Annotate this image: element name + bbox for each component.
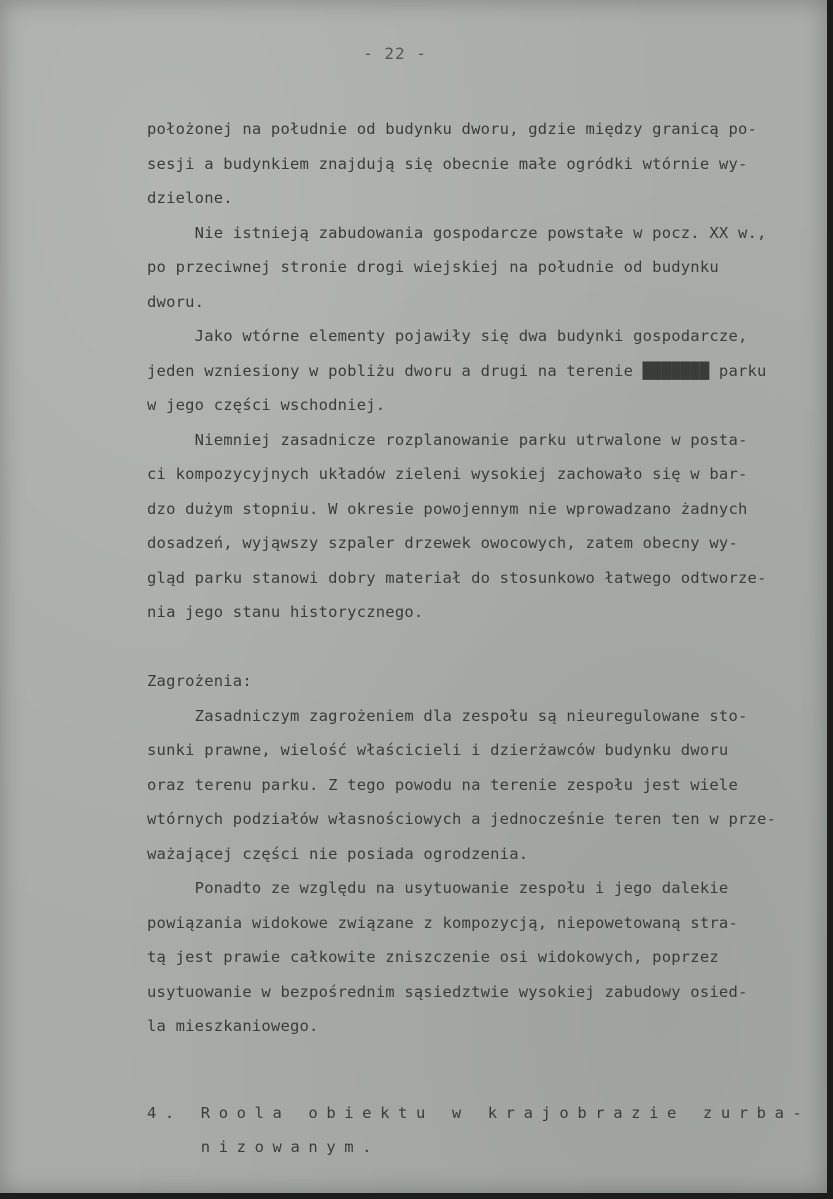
- paragraph-6: [147, 871, 807, 1044]
- text-line: Jako wtórne elementy pojawiły się dwa budynki gospodarcze,: [147, 327, 748, 345]
- text-line: Zasadniczym zagrożeniem dla zespołu są nieuregulowane sto-: [147, 706, 748, 725]
- text-line: powiązania widokowe związane z kompozycją, niepowetowaną stra-: [147, 913, 738, 932]
- text-line: Ponadto ze względu na usytuowanie zespołu i jego dalekie: [147, 879, 729, 897]
- paragraph-4: [147, 423, 807, 630]
- blank-line: [147, 1044, 807, 1096]
- text-line: nia jego stanu historycznego.: [147, 603, 424, 621]
- text-line: tą jest prawie całkowite zniszczenie osi widokowych, poprzez: [147, 948, 719, 966]
- text-line: dworu.: [147, 292, 205, 311]
- text-line: usytuowanie w bezpośrednim sąsiedztwie wysokiej zabudowy osied-: [147, 982, 748, 1001]
- page-body: [147, 112, 811, 1165]
- text-line: wtórnych podziałów własnościowych a jednocześnie teren ten w prze-: [147, 810, 777, 828]
- text-line: sunki prawne, wielość właścicieli i dzierżawców budynku dworu: [147, 741, 729, 759]
- text-line: dzo dużym stopniu. W okresie powojennym nie wprowadzano żadnych: [147, 499, 748, 518]
- section-title-line: nizowanym.: [147, 1138, 381, 1156]
- text-line: sesji a budynkiem znajdują się obecnie małe ogródki wtórnie wy-: [147, 154, 748, 173]
- paragraph-2: [147, 216, 807, 320]
- paragraph-5: [147, 699, 807, 872]
- text-line: Nie istnieją zabudowania gospodarcze powstałe w pocz. XX w.,: [147, 223, 767, 242]
- text-line: w jego części wschodniej.: [147, 396, 386, 414]
- text-line: Niemniej zasadnicze rozplanowanie parku utrwalone w posta-: [147, 430, 748, 449]
- text-line: oraz terenu parku. Z tego powodu na terenie zespołu jest wiele: [147, 775, 738, 794]
- text-line: ci kompozycyjnych układów zieleni wysokiej zachowało się w bar-: [147, 465, 748, 483]
- section-4-title: [147, 1096, 811, 1165]
- text-line: jeden wzniesiony w pobliżu dworu a drugi na terenie ███████ parku: [147, 361, 767, 380]
- threats-heading: [147, 664, 807, 699]
- section-title-line: 4. Roola obiektu w krajobrazie zurba-: [147, 1103, 811, 1122]
- paragraph-3: [147, 319, 807, 423]
- text-line: la mieszkaniowego.: [147, 1017, 319, 1035]
- text-line: ważającej części nie posiada ogrodzenia.: [147, 844, 529, 863]
- blank-line: [147, 630, 807, 665]
- page-number: - 22 -: [363, 44, 427, 63]
- text-line: dosadzeń, wyjąwszy szpaler drzewek owocowych, zatem obecny wy-: [147, 534, 738, 552]
- text-line: po przeciwnej stronie drogi wiejskiej na południe od budynku: [147, 258, 719, 276]
- heading-text: Zagrożenia:: [147, 672, 252, 690]
- paragraph-1: [147, 112, 807, 216]
- text-line: dzielone.: [147, 189, 233, 207]
- text-line: położonej na południe od budynku dworu, gdzie między granicą po-: [147, 120, 758, 138]
- text-line: gląd parku stanowi dobry materiał do stosunkowo łatwego odtworze-: [147, 568, 767, 587]
